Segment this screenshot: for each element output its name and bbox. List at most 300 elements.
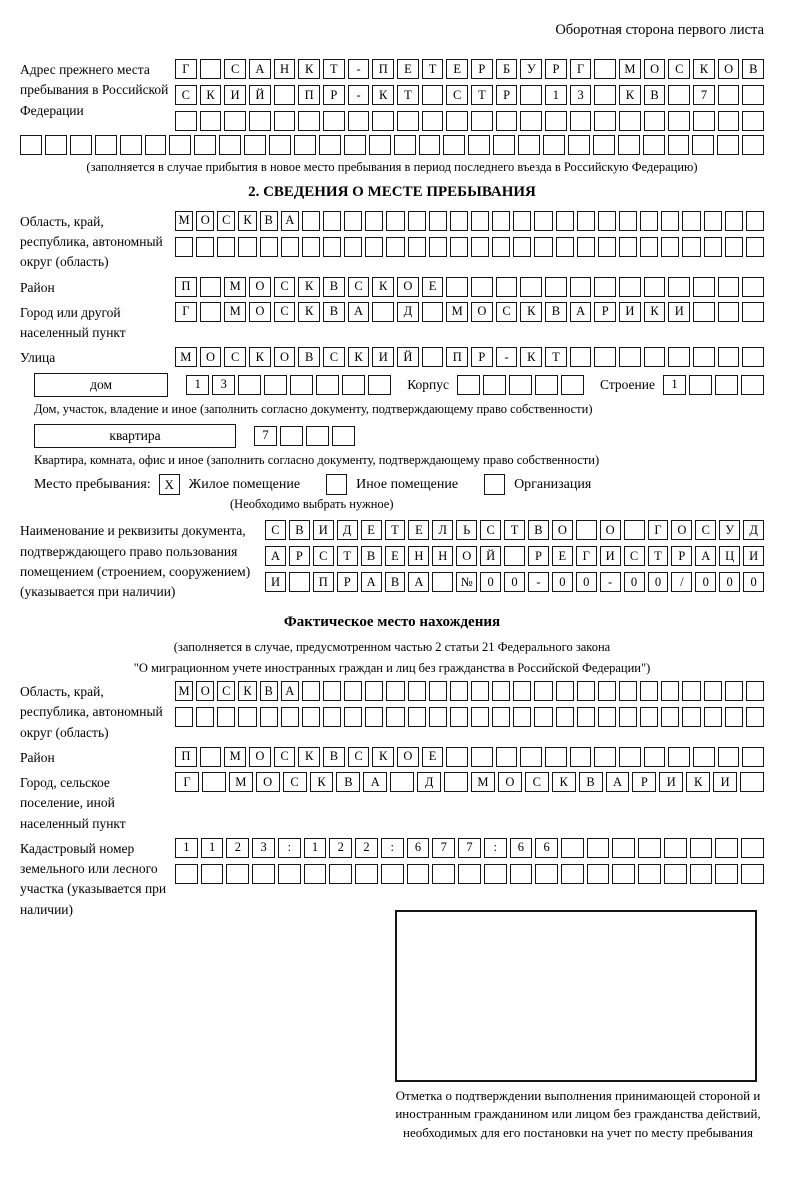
form-cell[interactable]: 3 — [252, 838, 275, 858]
form-cell[interactable] — [513, 681, 531, 701]
form-cell[interactable] — [422, 85, 444, 105]
form-cell[interactable]: И — [313, 520, 334, 540]
form-cell[interactable]: С — [496, 302, 518, 322]
form-cell[interactable]: К — [298, 59, 320, 79]
form-cell[interactable]: А — [265, 546, 286, 566]
form-cell[interactable] — [742, 277, 764, 297]
form-cell[interactable]: Г — [576, 546, 597, 566]
form-cell[interactable] — [598, 681, 616, 701]
form-cell[interactable]: № — [456, 572, 477, 592]
form-cell[interactable] — [269, 135, 291, 155]
form-cell[interactable] — [504, 546, 525, 566]
form-cell[interactable] — [664, 838, 687, 858]
form-cell[interactable]: : — [484, 838, 507, 858]
form-cell[interactable] — [717, 135, 739, 155]
form-cell[interactable] — [484, 864, 507, 884]
form-cell[interactable] — [471, 237, 489, 257]
form-cell[interactable]: Т — [397, 85, 419, 105]
form-cell[interactable]: Т — [323, 59, 345, 79]
form-cell[interactable]: Й — [397, 347, 419, 367]
form-cell[interactable]: Г — [175, 59, 197, 79]
form-cell[interactable] — [323, 707, 341, 727]
form-cell[interactable] — [450, 237, 468, 257]
form-cell[interactable]: А — [281, 211, 299, 231]
form-cell[interactable] — [355, 864, 378, 884]
form-cell[interactable]: 1 — [186, 375, 209, 395]
form-cell[interactable] — [200, 59, 222, 79]
form-cell[interactable]: С — [624, 546, 645, 566]
form-cell[interactable]: Т — [385, 520, 406, 540]
form-cell[interactable] — [407, 864, 430, 884]
form-cell[interactable]: 0 — [648, 572, 669, 592]
form-cell[interactable] — [682, 237, 700, 257]
form-cell[interactable] — [693, 277, 715, 297]
form-cell[interactable]: Ц — [719, 546, 740, 566]
form-cell[interactable]: 1 — [304, 838, 327, 858]
form-cell[interactable]: К — [520, 347, 542, 367]
form-cell[interactable] — [556, 707, 574, 727]
form-cell[interactable] — [432, 864, 455, 884]
form-cell[interactable]: И — [224, 85, 246, 105]
form-cell[interactable]: О — [498, 772, 522, 792]
form-cell[interactable]: 1 — [201, 838, 224, 858]
form-cell[interactable]: В — [336, 772, 360, 792]
form-cell[interactable] — [520, 85, 542, 105]
form-cell[interactable] — [513, 237, 531, 257]
form-cell[interactable] — [534, 211, 552, 231]
form-cell[interactable] — [281, 237, 299, 257]
form-cell[interactable]: М — [224, 302, 246, 322]
form-cell[interactable] — [594, 85, 616, 105]
form-cell[interactable] — [280, 426, 303, 446]
form-cell[interactable]: К — [249, 347, 271, 367]
form-cell[interactable] — [302, 237, 320, 257]
form-cell[interactable]: В — [742, 59, 764, 79]
form-cell[interactable]: - — [528, 572, 549, 592]
form-cell[interactable]: 0 — [719, 572, 740, 592]
form-cell[interactable]: 0 — [624, 572, 645, 592]
form-cell[interactable]: Т — [471, 85, 493, 105]
form-cell[interactable] — [200, 111, 222, 131]
form-cell[interactable] — [742, 135, 764, 155]
form-cell[interactable] — [289, 572, 310, 592]
form-cell[interactable]: Б — [496, 59, 518, 79]
form-cell[interactable] — [561, 864, 584, 884]
form-cell[interactable] — [323, 111, 345, 131]
checkbox-organization[interactable] — [484, 474, 505, 495]
form-cell[interactable]: 2 — [355, 838, 378, 858]
form-cell[interactable] — [640, 211, 658, 231]
form-cell[interactable] — [556, 211, 574, 231]
form-cell[interactable] — [725, 237, 743, 257]
form-cell[interactable] — [545, 111, 567, 131]
form-cell[interactable]: 7 — [432, 838, 455, 858]
form-cell[interactable] — [746, 707, 764, 727]
form-cell[interactable] — [394, 135, 416, 155]
form-cell[interactable]: О — [397, 277, 419, 297]
form-cell[interactable] — [718, 747, 740, 767]
form-cell[interactable]: Е — [397, 59, 419, 79]
form-cell[interactable]: К — [298, 277, 320, 297]
form-cell[interactable] — [196, 237, 214, 257]
form-cell[interactable]: К — [372, 277, 394, 297]
form-cell[interactable]: В — [260, 681, 278, 701]
form-cell[interactable] — [201, 864, 224, 884]
form-cell[interactable]: Т — [504, 520, 525, 540]
form-cell[interactable] — [718, 302, 740, 322]
form-cell[interactable]: : — [278, 838, 301, 858]
form-cell[interactable] — [594, 277, 616, 297]
form-cell[interactable] — [619, 237, 637, 257]
form-cell[interactable]: О — [200, 347, 222, 367]
form-cell[interactable] — [471, 747, 493, 767]
form-cell[interactable] — [664, 864, 687, 884]
form-cell[interactable]: 7 — [458, 838, 481, 858]
form-cell[interactable] — [612, 838, 635, 858]
form-cell[interactable]: С — [175, 85, 197, 105]
form-cell[interactable] — [510, 864, 533, 884]
checkbox-other-premises[interactable] — [326, 474, 347, 495]
form-cell[interactable] — [444, 772, 468, 792]
form-cell[interactable] — [226, 864, 249, 884]
form-cell[interactable] — [682, 707, 700, 727]
form-cell[interactable]: Н — [432, 546, 453, 566]
form-cell[interactable]: Е — [446, 59, 468, 79]
form-cell[interactable]: В — [323, 302, 345, 322]
form-cell[interactable]: Е — [408, 520, 429, 540]
form-cell[interactable]: С — [217, 211, 235, 231]
form-cell[interactable] — [545, 747, 567, 767]
form-cell[interactable]: Г — [175, 302, 197, 322]
form-cell[interactable]: Р — [289, 546, 310, 566]
form-cell[interactable] — [643, 135, 665, 155]
form-cell[interactable]: Й — [249, 85, 271, 105]
form-cell[interactable] — [260, 237, 278, 257]
form-cell[interactable] — [450, 707, 468, 727]
form-cell[interactable]: О — [256, 772, 280, 792]
form-cell[interactable] — [390, 772, 414, 792]
form-cell[interactable] — [594, 59, 616, 79]
form-cell[interactable] — [365, 681, 383, 701]
form-cell[interactable]: А — [695, 546, 716, 566]
form-cell[interactable] — [468, 135, 490, 155]
form-cell[interactable]: Г — [175, 772, 199, 792]
form-cell[interactable]: 3 — [212, 375, 235, 395]
form-cell[interactable] — [545, 277, 567, 297]
form-cell[interactable]: К — [238, 211, 256, 231]
form-cell[interactable] — [429, 211, 447, 231]
form-cell[interactable] — [369, 135, 391, 155]
form-cell[interactable] — [446, 277, 468, 297]
form-cell[interactable] — [612, 864, 635, 884]
form-cell[interactable]: А — [361, 572, 382, 592]
form-cell[interactable] — [742, 747, 764, 767]
form-cell[interactable] — [408, 681, 426, 701]
form-cell[interactable] — [419, 135, 441, 155]
form-cell[interactable]: А — [606, 772, 630, 792]
form-cell[interactable]: П — [298, 85, 320, 105]
form-cell[interactable]: 0 — [552, 572, 573, 592]
form-cell[interactable]: Т — [422, 59, 444, 79]
form-cell[interactable]: Г — [648, 520, 669, 540]
form-cell[interactable] — [594, 747, 616, 767]
form-cell[interactable]: 0 — [480, 572, 501, 592]
form-cell[interactable] — [561, 375, 584, 395]
form-cell[interactable] — [274, 85, 296, 105]
form-cell[interactable]: И — [372, 347, 394, 367]
form-cell[interactable] — [640, 681, 658, 701]
form-cell[interactable] — [742, 85, 764, 105]
form-cell[interactable] — [306, 426, 329, 446]
form-cell[interactable] — [408, 707, 426, 727]
form-cell[interactable] — [386, 211, 404, 231]
form-cell[interactable] — [577, 211, 595, 231]
form-cell[interactable]: Й — [480, 546, 501, 566]
form-cell[interactable] — [690, 864, 713, 884]
form-cell[interactable] — [496, 747, 518, 767]
form-cell[interactable]: И — [713, 772, 737, 792]
form-cell[interactable]: М — [224, 277, 246, 297]
form-cell[interactable]: Т — [545, 347, 567, 367]
form-cell[interactable]: М — [224, 747, 246, 767]
form-cell[interactable] — [661, 681, 679, 701]
form-cell[interactable] — [640, 707, 658, 727]
form-cell[interactable]: О — [249, 747, 271, 767]
form-cell[interactable] — [570, 111, 592, 131]
form-cell[interactable] — [570, 747, 592, 767]
form-cell[interactable] — [249, 111, 271, 131]
form-cell[interactable]: Р — [471, 347, 493, 367]
form-cell[interactable] — [302, 681, 320, 701]
form-cell[interactable] — [718, 347, 740, 367]
form-cell[interactable] — [200, 277, 222, 297]
form-cell[interactable]: Ь — [456, 520, 477, 540]
form-cell[interactable] — [200, 302, 222, 322]
form-cell[interactable] — [471, 111, 493, 131]
form-cell[interactable]: К — [686, 772, 710, 792]
form-cell[interactable]: 0 — [743, 572, 764, 592]
form-cell[interactable] — [386, 681, 404, 701]
form-cell[interactable] — [570, 347, 592, 367]
form-cell[interactable] — [741, 864, 764, 884]
form-cell[interactable] — [323, 681, 341, 701]
form-cell[interactable]: А — [408, 572, 429, 592]
form-cell[interactable] — [543, 135, 565, 155]
form-cell[interactable]: Д — [397, 302, 419, 322]
form-cell[interactable]: К — [298, 747, 320, 767]
form-cell[interactable]: П — [175, 277, 197, 297]
form-cell[interactable]: - — [496, 347, 518, 367]
form-cell[interactable]: Г — [570, 59, 592, 79]
form-cell[interactable]: В — [260, 211, 278, 231]
form-cell[interactable] — [594, 347, 616, 367]
form-cell[interactable]: А — [363, 772, 387, 792]
form-cell[interactable]: В — [579, 772, 603, 792]
form-cell[interactable] — [20, 135, 42, 155]
form-cell[interactable]: К — [552, 772, 576, 792]
form-cell[interactable] — [422, 347, 444, 367]
form-cell[interactable] — [725, 211, 743, 231]
form-cell[interactable] — [95, 135, 117, 155]
form-cell[interactable] — [682, 211, 700, 231]
form-cell[interactable] — [446, 111, 468, 131]
form-cell[interactable]: / — [671, 572, 692, 592]
form-cell[interactable] — [693, 747, 715, 767]
form-cell[interactable] — [200, 747, 222, 767]
form-cell[interactable] — [718, 277, 740, 297]
form-cell[interactable]: Е — [552, 546, 573, 566]
form-cell[interactable] — [640, 237, 658, 257]
form-cell[interactable] — [513, 211, 531, 231]
form-cell[interactable] — [319, 135, 341, 155]
form-cell[interactable] — [624, 520, 645, 540]
form-cell[interactable]: И — [743, 546, 764, 566]
form-cell[interactable] — [644, 347, 666, 367]
form-cell[interactable]: П — [446, 347, 468, 367]
form-cell[interactable] — [397, 111, 419, 131]
form-cell[interactable] — [45, 135, 67, 155]
form-cell[interactable]: К — [298, 302, 320, 322]
form-cell[interactable]: И — [659, 772, 683, 792]
form-cell[interactable] — [619, 211, 637, 231]
form-cell[interactable] — [238, 375, 261, 395]
form-cell[interactable]: Р — [471, 59, 493, 79]
form-cell[interactable] — [618, 135, 640, 155]
form-cell[interactable]: О — [600, 520, 621, 540]
form-cell[interactable]: С — [274, 747, 296, 767]
form-cell[interactable] — [278, 864, 301, 884]
form-cell[interactable]: Р — [496, 85, 518, 105]
form-cell[interactable]: С — [224, 347, 246, 367]
form-cell[interactable]: К — [372, 747, 394, 767]
form-cell[interactable] — [693, 111, 715, 131]
form-cell[interactable] — [668, 277, 690, 297]
form-cell[interactable]: У — [520, 59, 542, 79]
form-cell[interactable] — [238, 237, 256, 257]
form-cell[interactable]: А — [570, 302, 592, 322]
form-cell[interactable] — [304, 864, 327, 884]
form-cell[interactable]: : — [381, 838, 404, 858]
form-cell[interactable]: О — [644, 59, 666, 79]
form-cell[interactable] — [718, 85, 740, 105]
form-cell[interactable] — [619, 277, 641, 297]
form-cell[interactable]: С — [283, 772, 307, 792]
form-cell[interactable] — [492, 681, 510, 701]
form-cell[interactable]: М — [175, 681, 193, 701]
form-cell[interactable] — [570, 277, 592, 297]
form-cell[interactable]: О — [718, 59, 740, 79]
form-cell[interactable]: Р — [323, 85, 345, 105]
form-cell[interactable] — [365, 211, 383, 231]
form-cell[interactable]: В — [528, 520, 549, 540]
form-cell[interactable] — [619, 111, 641, 131]
form-cell[interactable] — [520, 111, 542, 131]
form-cell[interactable] — [661, 211, 679, 231]
form-cell[interactable]: У — [719, 520, 740, 540]
form-cell[interactable]: И — [265, 572, 286, 592]
form-cell[interactable] — [746, 211, 764, 231]
form-cell[interactable] — [587, 838, 610, 858]
form-cell[interactable]: Д — [417, 772, 441, 792]
form-cell[interactable] — [496, 111, 518, 131]
form-cell[interactable] — [493, 135, 515, 155]
form-cell[interactable] — [365, 707, 383, 727]
form-cell[interactable] — [175, 237, 193, 257]
form-cell[interactable] — [483, 375, 506, 395]
form-cell[interactable]: О — [274, 347, 296, 367]
form-cell[interactable]: Р — [337, 572, 358, 592]
form-cell[interactable] — [429, 681, 447, 701]
form-cell[interactable]: 0 — [695, 572, 716, 592]
form-cell[interactable] — [342, 375, 365, 395]
form-cell[interactable] — [644, 747, 666, 767]
form-cell[interactable]: И — [668, 302, 690, 322]
form-cell[interactable]: 0 — [576, 572, 597, 592]
form-cell[interactable] — [638, 838, 661, 858]
form-cell[interactable]: 0 — [504, 572, 525, 592]
form-cell[interactable]: М — [446, 302, 468, 322]
form-cell[interactable] — [619, 347, 641, 367]
form-cell[interactable] — [422, 302, 444, 322]
form-cell[interactable]: - — [600, 572, 621, 592]
form-cell[interactable]: И — [600, 546, 621, 566]
form-cell[interactable] — [746, 681, 764, 701]
form-cell[interactable] — [693, 347, 715, 367]
form-cell[interactable] — [741, 838, 764, 858]
form-cell[interactable]: М — [229, 772, 253, 792]
form-cell[interactable] — [668, 135, 690, 155]
form-cell[interactable]: О — [249, 277, 271, 297]
form-cell[interactable] — [344, 681, 362, 701]
form-cell[interactable]: О — [249, 302, 271, 322]
form-cell[interactable]: М — [175, 211, 193, 231]
form-cell[interactable] — [520, 277, 542, 297]
form-cell[interactable] — [740, 772, 764, 792]
form-cell[interactable]: Е — [361, 520, 382, 540]
form-cell[interactable] — [323, 211, 341, 231]
form-cell[interactable] — [718, 111, 740, 131]
form-cell[interactable]: - — [348, 85, 370, 105]
form-cell[interactable]: 7 — [693, 85, 715, 105]
form-cell[interactable] — [704, 681, 722, 701]
form-cell[interactable]: П — [313, 572, 334, 592]
form-cell[interactable] — [252, 864, 275, 884]
form-cell[interactable] — [598, 707, 616, 727]
form-cell[interactable]: С — [313, 546, 334, 566]
form-cell[interactable]: О — [552, 520, 573, 540]
form-cell[interactable]: В — [298, 347, 320, 367]
form-cell[interactable]: В — [644, 85, 666, 105]
form-cell[interactable]: Р — [671, 546, 692, 566]
form-cell[interactable]: 6 — [510, 838, 533, 858]
form-cell[interactable]: В — [289, 520, 310, 540]
form-cell[interactable] — [443, 135, 465, 155]
form-cell[interactable] — [576, 520, 597, 540]
form-cell[interactable] — [644, 111, 666, 131]
form-cell[interactable]: К — [693, 59, 715, 79]
form-cell[interactable] — [661, 707, 679, 727]
form-cell[interactable] — [492, 211, 510, 231]
form-cell[interactable]: М — [619, 59, 641, 79]
form-cell[interactable] — [348, 111, 370, 131]
form-cell[interactable] — [386, 237, 404, 257]
form-cell[interactable] — [302, 211, 320, 231]
form-cell[interactable]: В — [323, 277, 345, 297]
form-cell[interactable]: 2 — [226, 838, 249, 858]
form-cell[interactable] — [556, 681, 574, 701]
form-cell[interactable] — [372, 111, 394, 131]
form-cell[interactable]: С — [695, 520, 716, 540]
